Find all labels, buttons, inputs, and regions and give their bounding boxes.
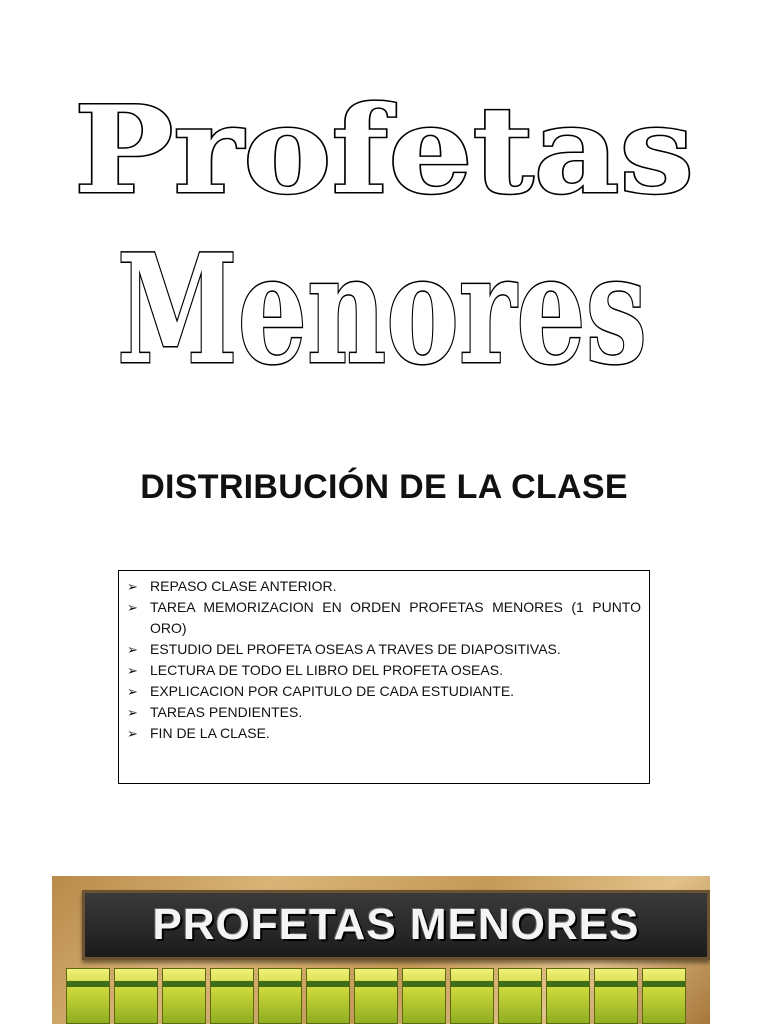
book-icon — [114, 968, 158, 1024]
agenda-item-text: LECTURA DE TODO EL LIBRO DEL PROFETA OSEAS. — [150, 662, 503, 678]
agenda-item — [127, 660, 641, 681]
agenda-item — [127, 597, 641, 639]
book-icon — [450, 968, 494, 1024]
book-icon — [642, 968, 686, 1024]
agenda-item — [127, 702, 641, 723]
agenda-list — [127, 576, 641, 744]
book-strip — [66, 968, 686, 1024]
arrow-bullet-icon: ➢ — [127, 726, 138, 741]
book-icon — [402, 968, 446, 1024]
arrow-bullet-icon: ➢ — [127, 705, 138, 720]
title-line-1: Profetas — [74, 80, 695, 221]
outlined-title — [0, 40, 768, 380]
agenda-item — [127, 681, 641, 702]
book-icon — [162, 968, 206, 1024]
agenda-item — [127, 723, 641, 744]
arrow-bullet-icon: ➢ — [127, 600, 138, 615]
book-shelf — [66, 968, 706, 1024]
section-heading: DISTRIBUCIÓN DE LA CLASE — [140, 468, 628, 506]
agenda-item-text: TAREA MEMORIZACION EN ORDEN PROFETAS MENORES (1 PUNTO ORO) — [150, 599, 641, 636]
banner-title-plate — [82, 890, 710, 960]
agenda-box — [118, 570, 650, 784]
book-icon — [354, 968, 398, 1024]
agenda-item — [127, 639, 641, 660]
agenda-item-text: EXPLICACION POR CAPITULO DE CADA ESTUDIANTE. — [150, 683, 515, 699]
title-line-2: Menores — [117, 222, 647, 380]
book-icon — [66, 968, 110, 1024]
book-icon — [594, 968, 638, 1024]
book-icon — [546, 968, 590, 1024]
arrow-bullet-icon: ➢ — [127, 663, 138, 678]
book-icon — [498, 968, 542, 1024]
arrow-bullet-icon: ➢ — [127, 642, 138, 657]
book-icon — [258, 968, 302, 1024]
agenda-item-text: ESTUDIO DEL PROFETA OSEAS A TRAVES DE DIAPOSITIVAS. — [150, 641, 561, 657]
arrow-bullet-icon: ➢ — [127, 684, 138, 699]
book-icon — [306, 968, 350, 1024]
arrow-bullet-icon: ➢ — [127, 579, 138, 594]
agenda-item-text: REPASO CLASE ANTERIOR. — [150, 578, 337, 594]
agenda-item-text: TAREAS PENDIENTES. — [150, 704, 303, 720]
agenda-item-text: FIN DE LA CLASE. — [150, 725, 270, 741]
banner-title: PROFETAS MENORES — [152, 900, 640, 949]
outlined-title-art — [0, 40, 768, 380]
agenda-item — [127, 576, 641, 597]
profetas-menores-banner — [52, 876, 710, 1024]
book-icon — [210, 968, 254, 1024]
